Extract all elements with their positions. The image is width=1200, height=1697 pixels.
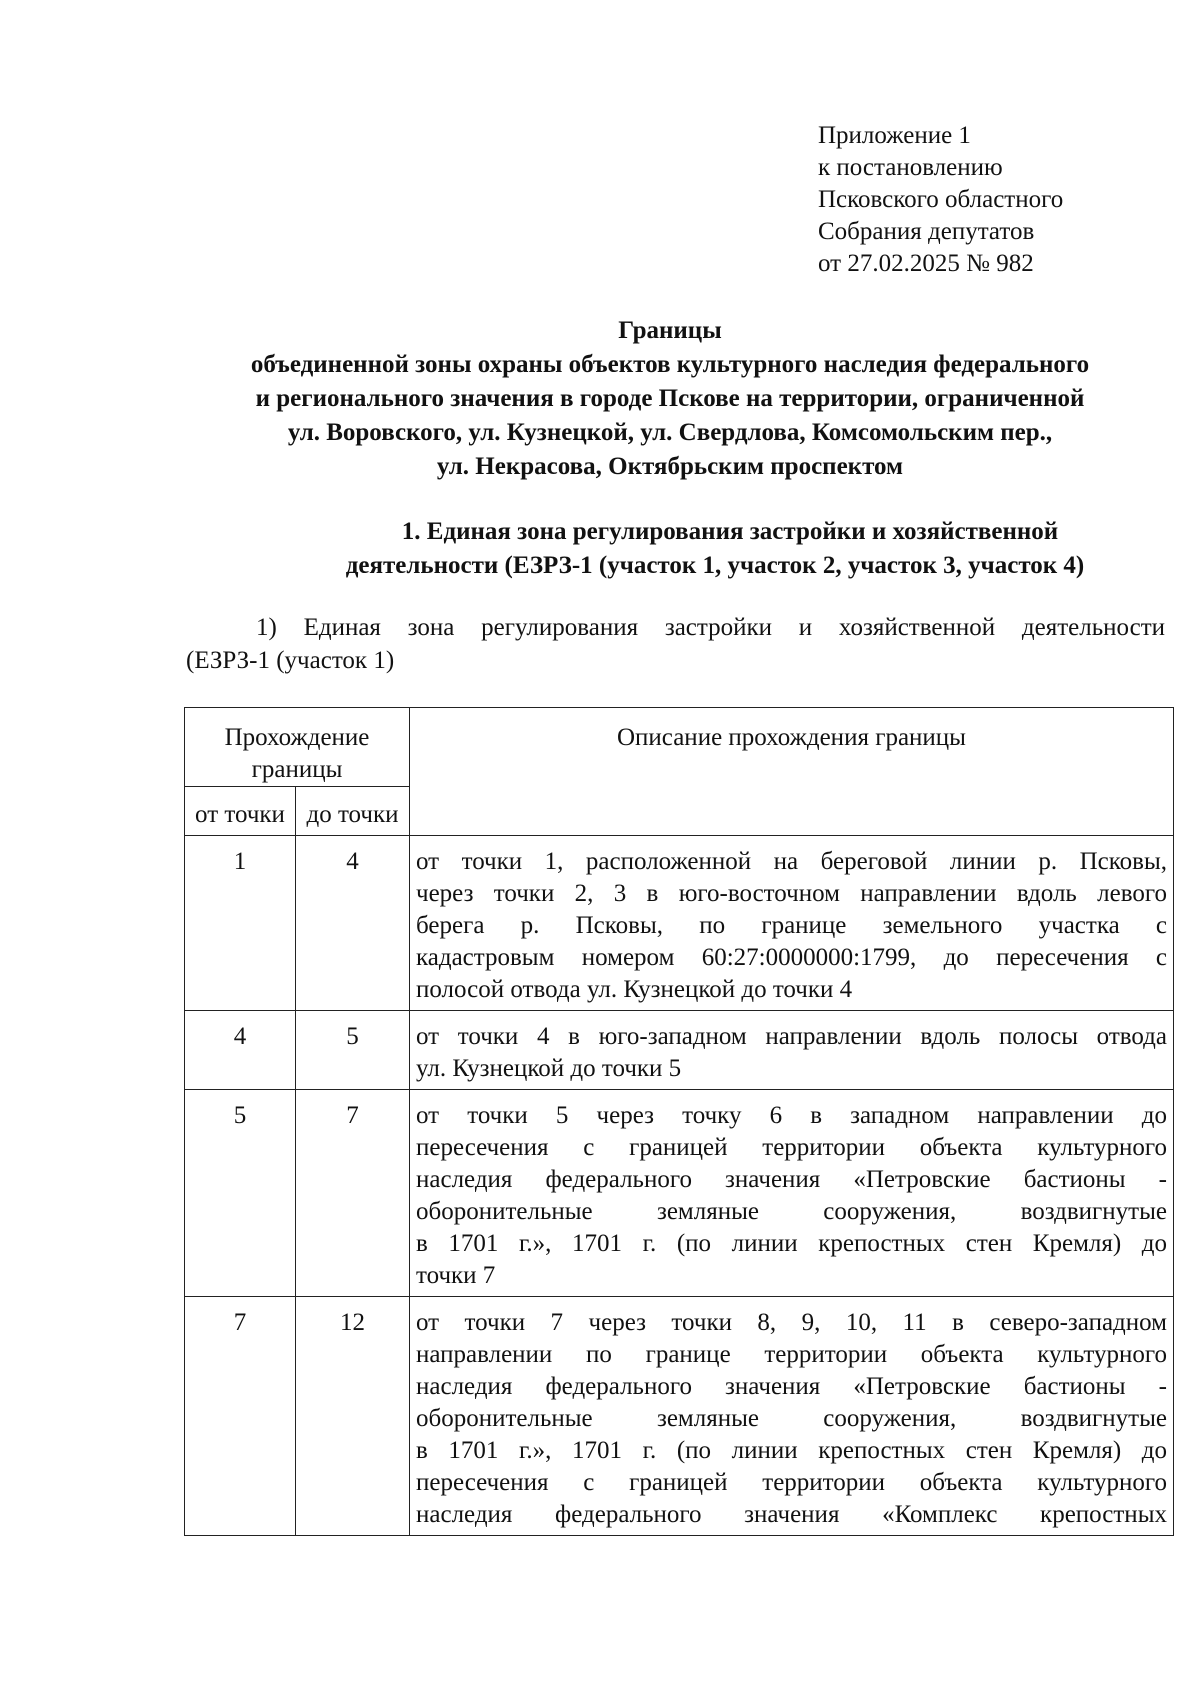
table-row xyxy=(185,1090,1174,1297)
cell-description xyxy=(410,1090,1174,1297)
description-line: от точки 7 через точки 8, 9, 10, 11 в северо-западном xyxy=(416,1309,1167,1336)
description-line: берега р. Псковы, по границе земельного участка с xyxy=(416,912,1167,939)
table-row xyxy=(185,1297,1174,1536)
annex-line: Псковского областного xyxy=(818,186,1064,213)
annex-block xyxy=(818,120,1063,280)
cell-description xyxy=(410,836,1174,1011)
description-line: пересечения с границей территории объекта культурного xyxy=(416,1469,1167,1496)
description-line: от точки 1, расположенной на береговой линии р. Псковы, xyxy=(416,848,1167,875)
intro-line: 1) Единая зона регулирования застройки и хозяйственной деятельности xyxy=(256,614,1165,641)
description-line: от точки 4 в юго-западном направлении вдоль полосы отвода xyxy=(416,1023,1167,1050)
description-line: в 1701 г.», 1701 г. (по линии крепостных стен Кремля) до xyxy=(416,1230,1167,1257)
cell-from: 1 xyxy=(185,836,296,1011)
description-line: оборонительные земляные сооружения, воздвигнутые xyxy=(416,1198,1167,1225)
title-line: и регионального значения в городе Пскове на территории, ограниченной xyxy=(255,385,1085,412)
cell-description xyxy=(410,1297,1174,1536)
cell-to: 4 xyxy=(296,836,410,1011)
description-line: ул. Кузнецкой до точки 5 xyxy=(416,1055,682,1082)
cell-from: 7 xyxy=(185,1297,296,1536)
cell-to: 7 xyxy=(296,1090,410,1297)
section-heading-line: 1. Единая зона регулирования застройки и хозяйственной xyxy=(401,518,1059,545)
header-from: от точки xyxy=(185,787,296,836)
description-line: полосой отвода ул. Кузнецкой до точки 4 xyxy=(416,976,853,1003)
annex-line: к постановлению xyxy=(818,154,1003,181)
section-heading-line: деятельности (ЕЗРЗ-1 (участок 1, участок 2, участок 3, участок 4) xyxy=(345,552,1085,579)
header-description: Описание прохождения границы xyxy=(410,708,1174,836)
annex-line: Приложение 1 xyxy=(818,122,971,149)
title-line: ул. Воровского, ул. Кузнецкой, ул. Свердлова, Комсомольским пер., xyxy=(287,419,1053,446)
cell-from: 4 xyxy=(185,1011,296,1090)
description-line: через точки 2, 3 в юго-восточном направлении вдоль левого xyxy=(416,880,1167,907)
intro-paragraph xyxy=(186,611,1165,677)
section-heading xyxy=(150,515,1190,583)
description-line: наследия федерального значения «Комплекс крепостных xyxy=(416,1501,1167,1528)
annex-line: Собрания депутатов xyxy=(818,218,1035,245)
title-line: объединенной зоны охраны объектов культурного наследия федерального xyxy=(250,351,1090,378)
intro-line: (ЕЗРЗ-1 (участок 1) xyxy=(186,647,395,674)
cell-from: 5 xyxy=(185,1090,296,1297)
description-line: наследия федерального значения «Петровские бастионы - xyxy=(416,1166,1167,1193)
boundary-table xyxy=(184,707,1174,1536)
description-line: кадастровым номером 60:27:0000000:1799, до пересечения с xyxy=(416,944,1167,971)
table-row xyxy=(185,836,1174,1011)
cell-to: 5 xyxy=(296,1011,410,1090)
cell-description xyxy=(410,1011,1174,1090)
annex-line: от 27.02.2025 № 982 xyxy=(818,250,1034,277)
description-line: наследия федерального значения «Петровские бастионы - xyxy=(416,1373,1167,1400)
description-line: пересечения с границей территории объекта культурного xyxy=(416,1134,1167,1161)
description-line: от точки 5 через точку 6 в западном направлении до xyxy=(416,1102,1167,1129)
cell-to: 12 xyxy=(296,1297,410,1536)
title-line: ул. Некрасова, Октябрьским проспектом xyxy=(436,453,904,480)
description-line: точки 7 xyxy=(416,1262,496,1289)
title-line: Границы xyxy=(618,317,722,344)
description-line: в 1701 г.», 1701 г. (по линии крепостных стен Кремля) до xyxy=(416,1437,1167,1464)
table-row xyxy=(185,1011,1174,1090)
header-to: до точки xyxy=(296,787,410,836)
header-passage: Прохождение границы xyxy=(185,708,410,787)
table-header-row xyxy=(185,708,1174,787)
description-line: направлении по границе территории объекта культурного xyxy=(416,1341,1167,1368)
description-line: оборонительные земляные сооружения, воздвигнутые xyxy=(416,1405,1167,1432)
document-title xyxy=(150,314,1190,484)
